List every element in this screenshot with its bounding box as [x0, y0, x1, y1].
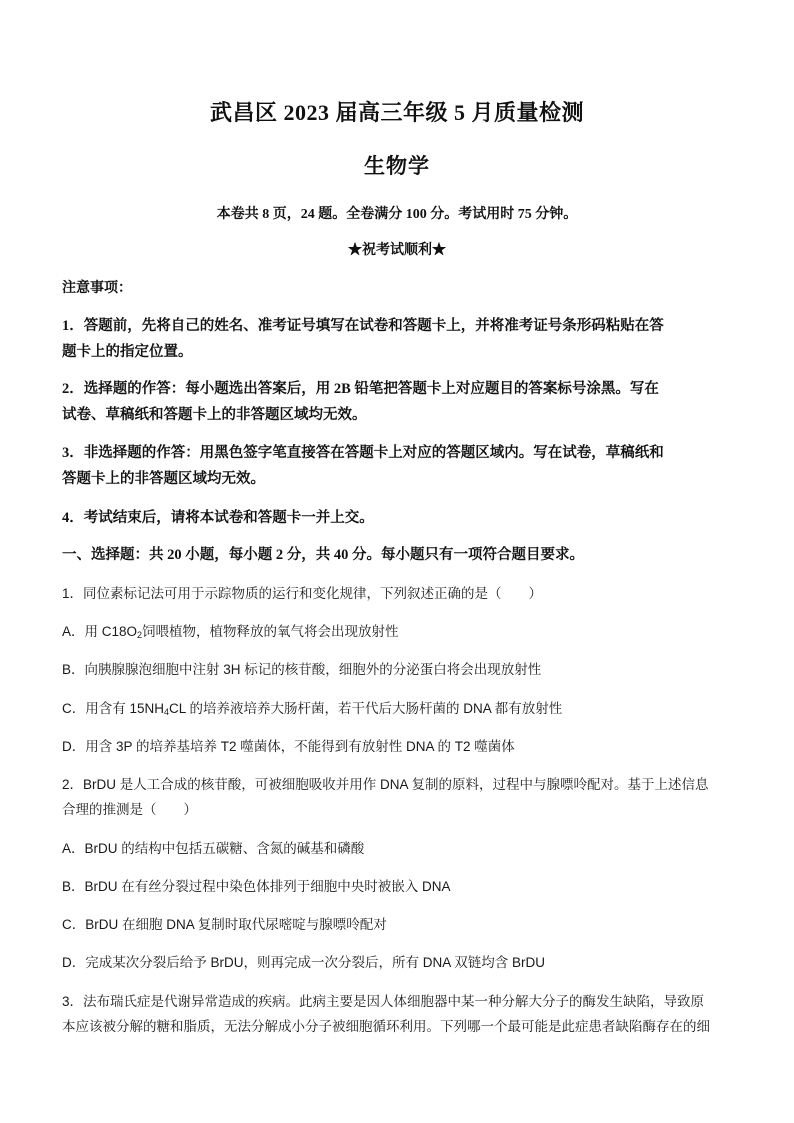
- question-3-stem-line-1: 3．法布瑞氏症是代谢异常造成的疾病。此病主要是因人体细胞器中某一种分解大分子的酶发生缺陷，导致原: [62, 994, 705, 1009]
- good-luck-line: ★祝考试顺利★: [348, 243, 446, 258]
- question-1-stem: 1．同位素标记法可用于示踪物质的运行和变化规律，下列叙述正确的是（ ）: [62, 586, 543, 601]
- subject-title: 生物学: [364, 154, 430, 178]
- question-1-option-a: A．用 $C18O_2$饲喂植物，植物释放的氧气将会出现放射性: [62, 624, 399, 640]
- question-1-option-b: B．向胰腺腺泡细胞中注射 3H 标记的核苷酸，细胞外的分泌蛋白将会出现放射性: [62, 662, 542, 677]
- notice-heading: 注意事项：: [62, 281, 132, 296]
- question-2-option-a: A．BrDU 的结构中包括五碳糖、含氮的碱基和磷酸: [62, 841, 365, 856]
- question-2-stem-line-2: 合理的推测是（ ）: [62, 802, 197, 817]
- exam-info: 本卷共 8 页，24 题。全卷满分 100 分。考试用时 75 分钟。: [216, 207, 578, 222]
- notice-item-2-line-2: 试卷、草稿纸和答题卡上的非答题区域均无效。: [62, 407, 367, 423]
- notice-item-2-line-1: 2．选择题的作答：每小题选出答案后，用 2B 铅笔把答题卡上对应题目的答案标号涂黑。写在: [62, 381, 659, 397]
- question-1-option-d: D．用含 3P 的培养基培养 T2 噬菌体，不能得到有放射性 DNA 的 T2 噬菌体: [62, 739, 515, 754]
- notice-item-1-line-2: 题卡上的指定位置。: [62, 344, 193, 360]
- exam-title: 武昌区 2023 届高三年级 5 月质量检测: [209, 100, 584, 125]
- section-heading: 一、选择题：共 20 小题，每小题 2 分，共 40 分。每小题只有一项符合题目要求。: [62, 547, 584, 563]
- question-2-option-d: D．完成某次分裂后给予 BrDU，则再完成一次分裂后，所有 DNA 双链均含 BrDU: [62, 955, 546, 970]
- question-2-option-c: C．BrDU 在细胞 DNA 复制时取代尿嘧啶与腺嘌呤配对: [62, 917, 387, 932]
- question-3-stem-line-2: 本应该被分解的糖和脂质，无法分解成小分子被细胞循环利用。下列哪一个最可能是此症患者缺陷酶存在的细: [62, 1019, 710, 1034]
- question-1-option-c: C．用含有 $15NH_4CL$ 的培养液培养大肠杆菌，若干代后大肠杆菌的 DNA 都有放射性: [62, 701, 563, 717]
- notice-item-4: 4．考试结束后，请将本试卷和答题卡一并上交。: [62, 510, 374, 526]
- notice-item-1-line-1: 1．答题前，先将自己的姓名、准考证号填写在试卷和答题卡上，并将准考证号条形码粘贴在答: [62, 318, 664, 334]
- question-2-option-b: B．BrDU 在有丝分裂过程中染色体排列于细胞中央时被嵌入 DNA: [62, 879, 451, 894]
- notice-item-3-line-1: 3．非选择题的作答：用黑色签字笔直接答在答题卡上对应的答题区域内。写在试卷，草稿纸和: [62, 445, 664, 461]
- notice-item-3-line-2: 答题卡上的非答题区域均无效。: [62, 471, 265, 487]
- question-2-stem-line-1: 2．BrDU 是人工合成的核苷酸，可被细胞吸收并用作 DNA 复制的原料，过程中与腺嘌呤配对。基于上述信息: [62, 777, 709, 792]
